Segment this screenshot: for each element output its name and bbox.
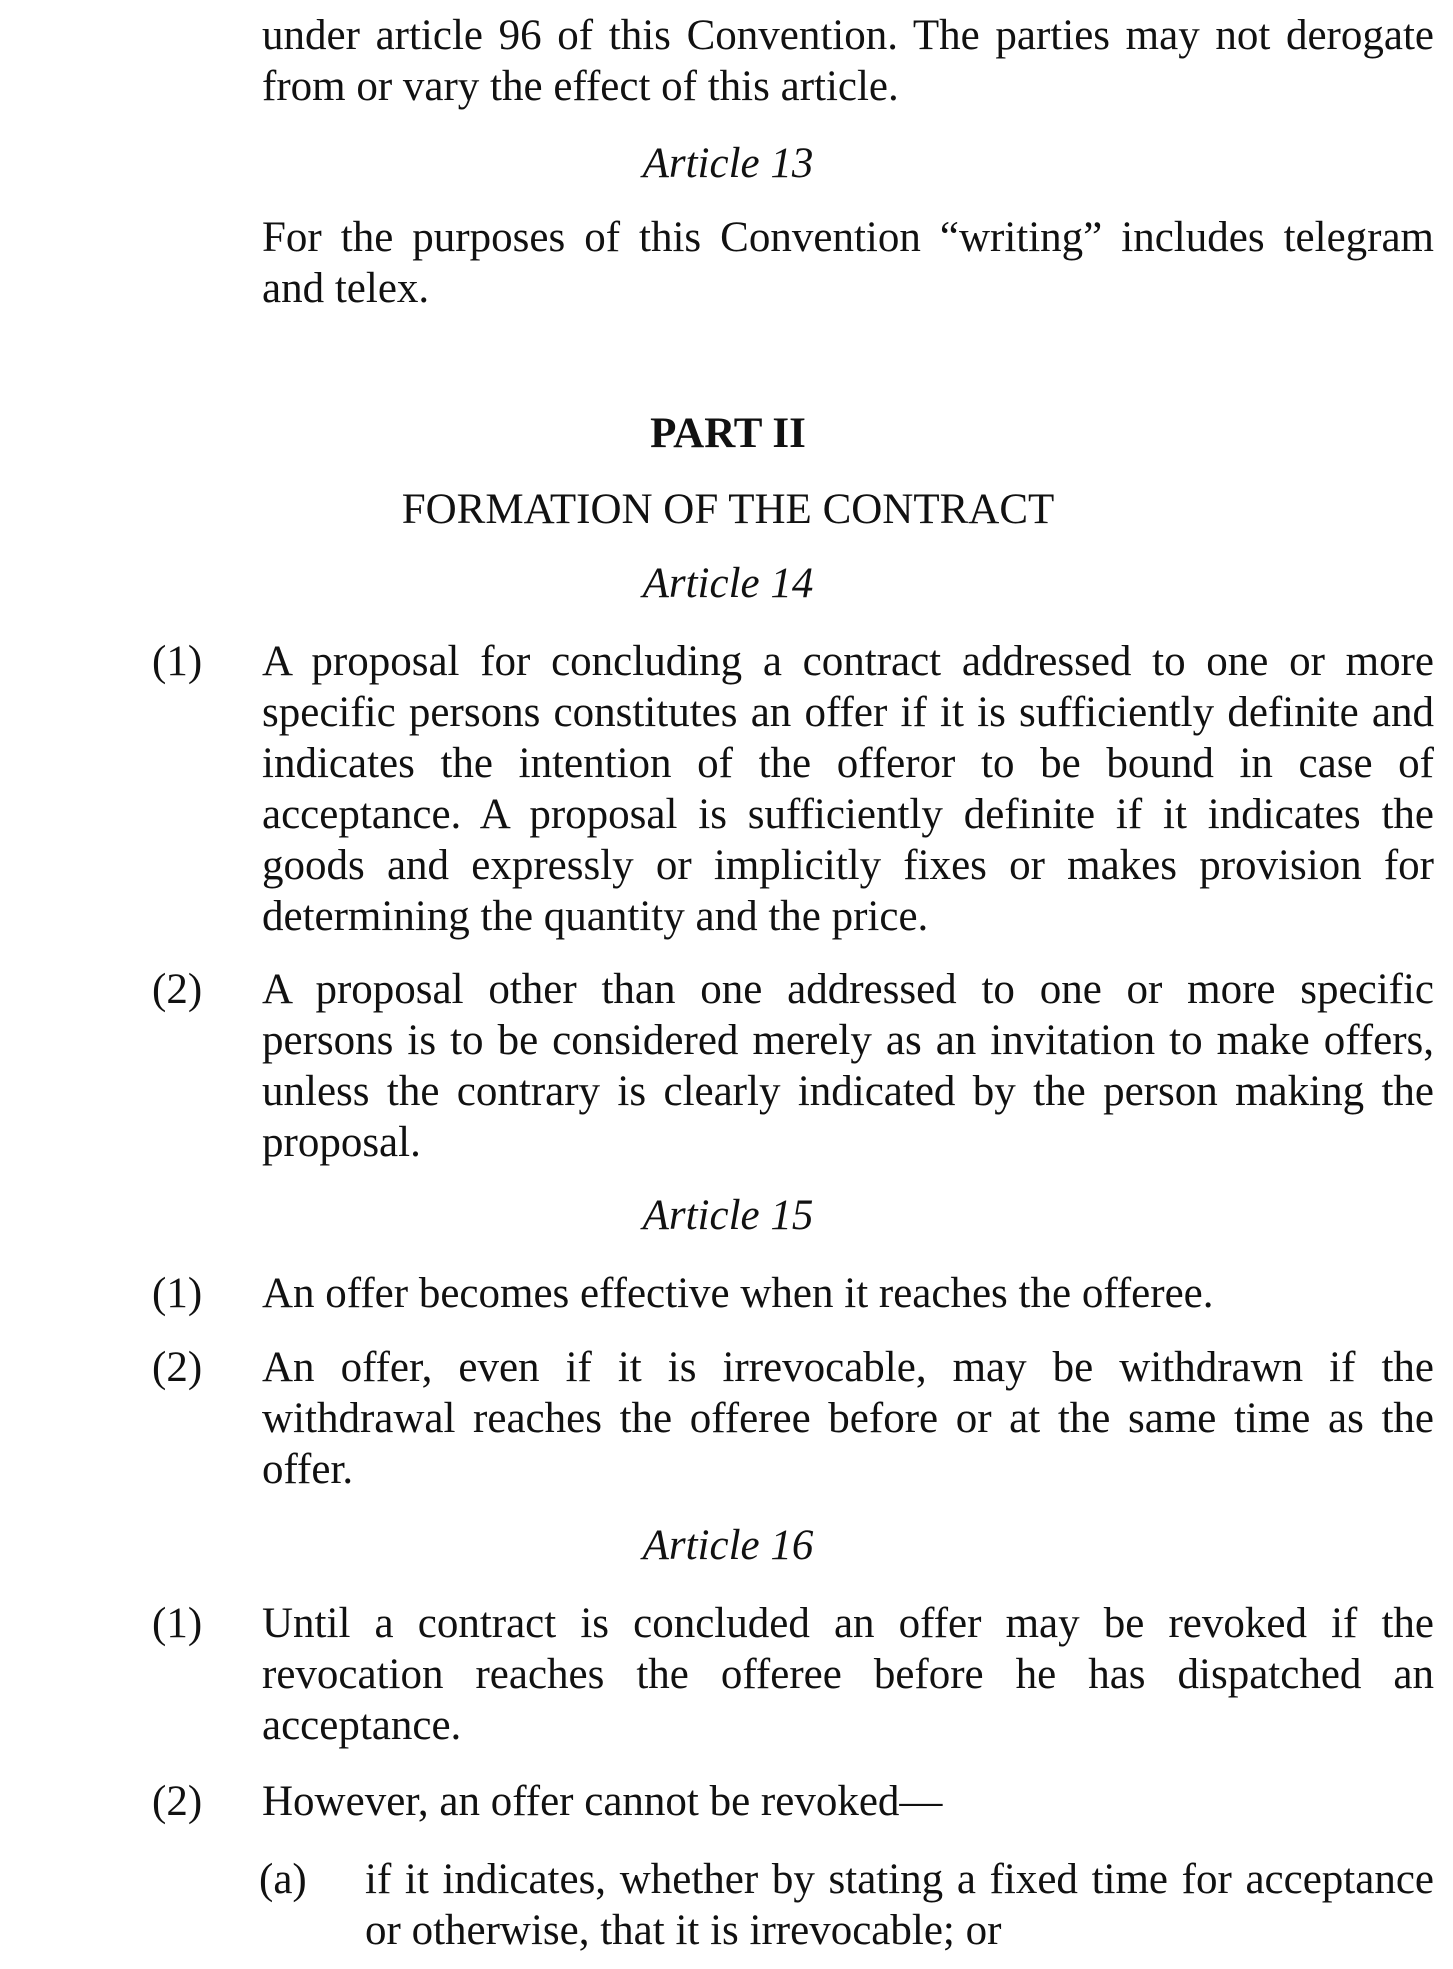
part-subtitle: FORMATION OF THE CONTRACT [401, 486, 1055, 533]
article-14-para-1-number: (1) [152, 638, 203, 685]
article-15-para-2-text: An offer, even if it is irrevocable, may be withdrawn if the withdrawal reaches the offeree before or at the same time as the offer. [262, 1344, 1434, 1493]
intro-paragraph: under article 96 of this Convention. The parties may not derogate from or vary the effect of this article. [262, 12, 1434, 110]
article-14-para-2-number: (2) [152, 966, 203, 1013]
article-16-para-1-number: (1) [152, 1600, 203, 1647]
article-15-para-2-number: (2) [152, 1344, 203, 1391]
article-15-para-1-number: (1) [152, 1270, 203, 1317]
article-16-para-1-text: Until a contract is concluded an offer may be revoked if the revocation reaches the offeree before he has dispatched an acceptance. [262, 1600, 1434, 1749]
article-14-para-2-text: A proposal other than one addressed to one or more specific persons is to be considered merely as an invitation to make offers, unless the contrary is clearly indicated by the person making the proposal. [262, 966, 1434, 1166]
article-13-text: For the purposes of this Convention “writing” includes telegram and telex. [262, 214, 1434, 312]
article-16-para-2-number: (2) [152, 1778, 203, 1825]
part-title: PART II [650, 410, 806, 457]
article-16-subpara-a-number: (a) [259, 1856, 307, 1903]
article-14-heading: Article 14 [642, 560, 814, 607]
article-15-heading: Article 15 [642, 1192, 814, 1239]
article-14-para-1-text: A proposal for concluding a contract addressed to one or more specific persons constitutes an offer if it is sufficiently definite and indicates the intention of the offeror to be bound in case of acceptance. A proposal is sufficiently definite if it indicates the goods and expressly or implicitly fixes or makes provision for determining the quantity and the price. [262, 638, 1434, 940]
article-13-heading: Article 13 [642, 140, 814, 187]
article-15-para-1-text: An offer becomes effective when it reaches the offeree. [262, 1270, 1214, 1317]
article-16-subpara-a-text: if it indicates, whether by stating a fixed time for acceptance or otherwise, that it is irrevocable; or [365, 1856, 1434, 1954]
article-16-para-2-text: However, an offer cannot be revoked— [262, 1778, 943, 1825]
article-16-heading: Article 16 [642, 1522, 814, 1569]
